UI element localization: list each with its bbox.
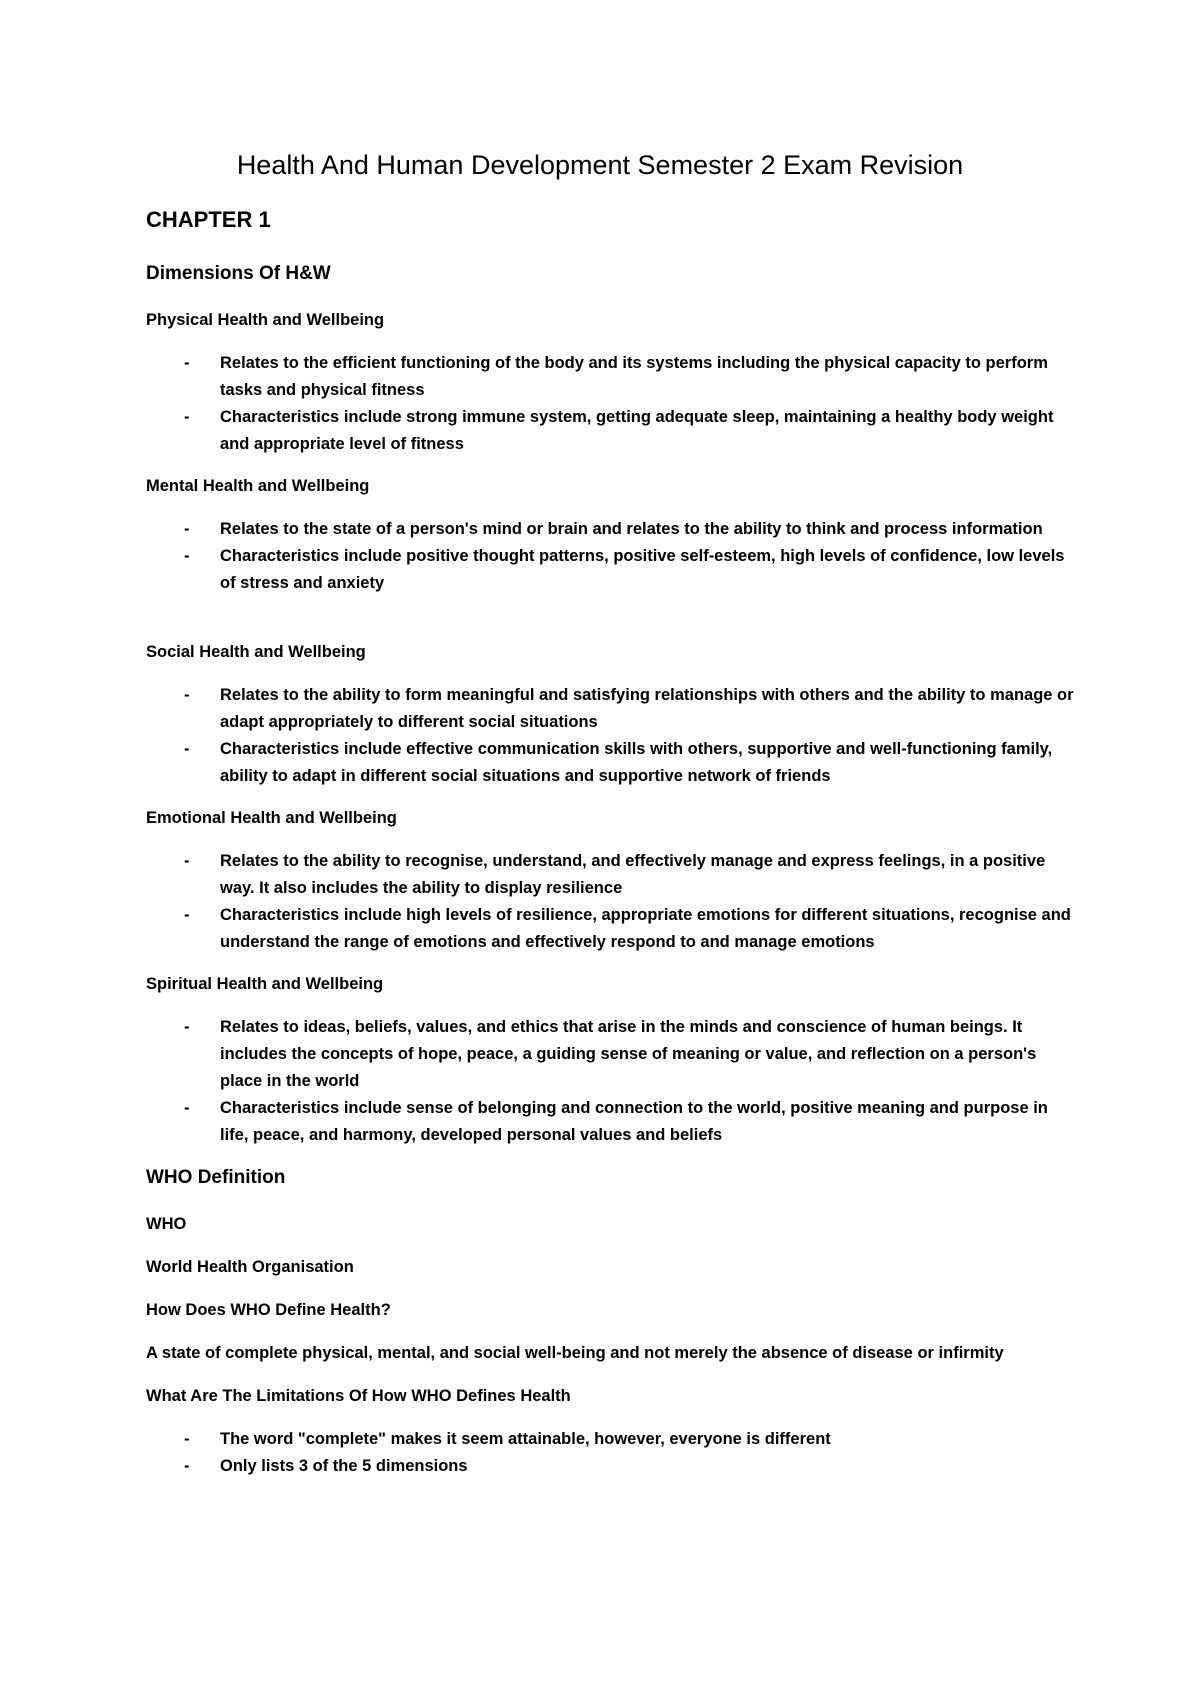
chapter-heading: CHAPTER 1	[146, 207, 271, 232]
bullet-dash: -	[184, 1099, 190, 1117]
list-item-text: Characteristics include high levels of resilience, appropriate emotions for different situations, recognise and understand the range of emotions and effectively respond to and manage emotions	[220, 906, 1071, 951]
list-item	[146, 404, 1076, 458]
bullet-list-spiritual	[146, 1014, 1076, 1149]
who-question-acronym: WHO	[146, 1215, 187, 1233]
list-item-text: Characteristics include effective communication skills with others, supportive and well-functioning family, ability to adapt in different social situations and supportive network of friends	[220, 740, 1053, 785]
bullet-list-mental	[146, 516, 1076, 597]
list-item-text: Characteristics include sense of belonging and connection to the world, positive meaning and purpose in life, peace, and harmony, developed personal values and beliefs	[220, 1099, 1048, 1144]
list-item	[146, 350, 1076, 404]
list-item-text: Relates to the efficient functioning of the body and its systems including the physical capacity to perform tasks and physical fitness	[220, 354, 1048, 399]
bullet-dash: -	[184, 408, 190, 426]
bullet-dash: -	[184, 1018, 190, 1036]
subsection-heading-physical: Physical Health and Wellbeing	[146, 311, 385, 329]
list-item-text: Relates to the ability to form meaningful and satisfying relationships with others and the ability to manage or adapt appropriately to different social situations	[220, 686, 1074, 731]
list-item	[146, 736, 1076, 790]
list-item	[146, 1426, 1076, 1453]
who-question-definition: How Does WHO Define Health?	[146, 1301, 391, 1319]
bullet-list-who-limitations	[146, 1426, 1076, 1480]
bullet-dash: -	[184, 547, 190, 565]
bullet-dash: -	[184, 1457, 190, 1475]
bullet-dash: -	[184, 520, 190, 538]
list-item-text: Only lists 3 of the 5 dimensions	[220, 1457, 468, 1475]
list-item	[146, 543, 1076, 597]
list-item	[146, 1453, 1076, 1480]
list-item-text: Relates to the state of a person's mind or brain and relates to the ability to think and process information	[220, 520, 1043, 538]
list-item	[146, 1095, 1076, 1149]
bullet-dash: -	[184, 852, 190, 870]
subsection-heading-social: Social Health and Wellbeing	[146, 643, 366, 661]
who-answer-definition: A state of complete physical, mental, and social well-being and not merely the absence of disease or infirmity	[146, 1344, 1004, 1362]
list-item	[146, 1014, 1076, 1095]
list-item	[146, 516, 1076, 543]
list-item-text: Relates to ideas, beliefs, values, and ethics that arise in the minds and conscience of human beings. It includes the concepts of hope, peace, a guiding sense of meaning or value, and reflection on a person's place in the world	[220, 1018, 1037, 1090]
subsection-heading-mental: Mental Health and Wellbeing	[146, 477, 370, 495]
list-item	[146, 902, 1076, 956]
list-item-text: Characteristics include positive thought patterns, positive self-esteem, high levels of confidence, low levels of stress and anxiety	[220, 547, 1065, 592]
subsection-heading-spiritual: Spiritual Health and Wellbeing	[146, 975, 384, 993]
document-title: Health And Human Development Semester 2 Exam Revision	[236, 150, 964, 180]
who-question-limitations: What Are The Limitations Of How WHO Defines Health	[146, 1387, 571, 1405]
bullet-dash: -	[184, 740, 190, 758]
bullet-list-emotional	[146, 848, 1076, 956]
list-item-text: Relates to the ability to recognise, understand, and effectively manage and express feelings, in a positive way. It also includes the ability to display resilience	[220, 852, 1046, 897]
list-item	[146, 682, 1076, 736]
bullet-dash: -	[184, 906, 190, 924]
bullet-dash: -	[184, 686, 190, 704]
section-heading-dimensions: Dimensions Of H&W	[146, 263, 331, 284]
subsection-heading-emotional: Emotional Health and Wellbeing	[146, 809, 397, 827]
bullet-dash: -	[184, 1430, 190, 1448]
list-item-text: The word "complete" makes it seem attainable, however, everyone is different	[220, 1430, 831, 1448]
section-heading-who-definition: WHO Definition	[146, 1167, 286, 1188]
list-item-text: Characteristics include strong immune system, getting adequate sleep, maintaining a healthy body weight and appropriate level of fitness	[220, 408, 1054, 453]
bullet-list-physical	[146, 350, 1076, 458]
who-answer-acronym: World Health Organisation	[146, 1258, 354, 1276]
list-item	[146, 848, 1076, 902]
bullet-list-social	[146, 682, 1076, 790]
bullet-dash: -	[184, 354, 190, 372]
